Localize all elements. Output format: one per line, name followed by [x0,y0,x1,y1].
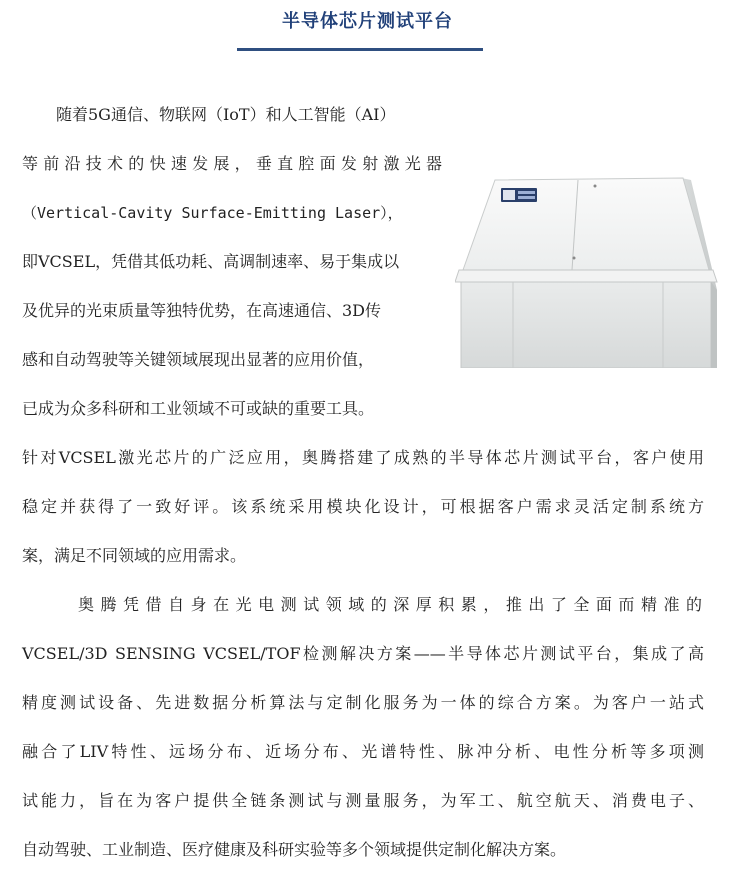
page-title: 半导体芯片测试平台 [282,11,453,32]
text-line: （Vertical-Cavity Surface-Emitting Laser）， [22,204,403,222]
text-line: 及优异的光束质量等独特优势，在高速通信、3D传 [22,301,382,320]
text-line: 即VCSEL，凭借其低功耗、高调制速率、易于集成以 [22,252,400,271]
text-line: 感和自动驾驶等关键领域展现出显著的应用价值， [22,350,375,369]
text-line: 自动驾驶、工业制造、医疗健康及科研实验等多个领域提供定制化解决方案。 [22,840,567,859]
text-line: 稳定并获得了一致好评。该系统采用模块化设计，可根据客户需求灵活定制系统方 [22,497,704,516]
text-line: 随着5G通信、物联网（IoT）和人工智能（AI） [56,105,396,124]
text-line: 已成为众多科研和工业领域不可或缺的重要工具。 [22,399,375,418]
test-platform-image [455,172,723,368]
text-line: 等前沿技术的快速发展，垂直腔面发射激光器 [22,154,442,173]
text-line: 试能力，旨在为客户提供全链条测试与测量服务，为军工、航空航天、消费电子、 [22,791,704,810]
text-line: 精度测试设备、先进数据分析算法与定制化服务为一体的综合方案。为客户一站式 [22,693,704,712]
text-line: 奥腾凭借自身在光电测试领域的深厚积累，推出了全面而精准的 [78,595,702,614]
text-line: 融合了LIV特性、远场分布、近场分布、光谱特性、脉冲分析、电性分析等多项测 [22,742,704,761]
title-underline [237,48,483,51]
text-line: VCSEL/3D SENSING VCSEL/TOF检测解决方案——半导体芯片测试平台，集成了高 [22,644,704,663]
text-line: 针对VCSEL激光芯片的广泛应用，奥腾搭建了成熟的半导体芯片测试平台，客户使用 [22,448,704,467]
text-line: 案，满足不同领域的应用需求。 [22,546,247,565]
